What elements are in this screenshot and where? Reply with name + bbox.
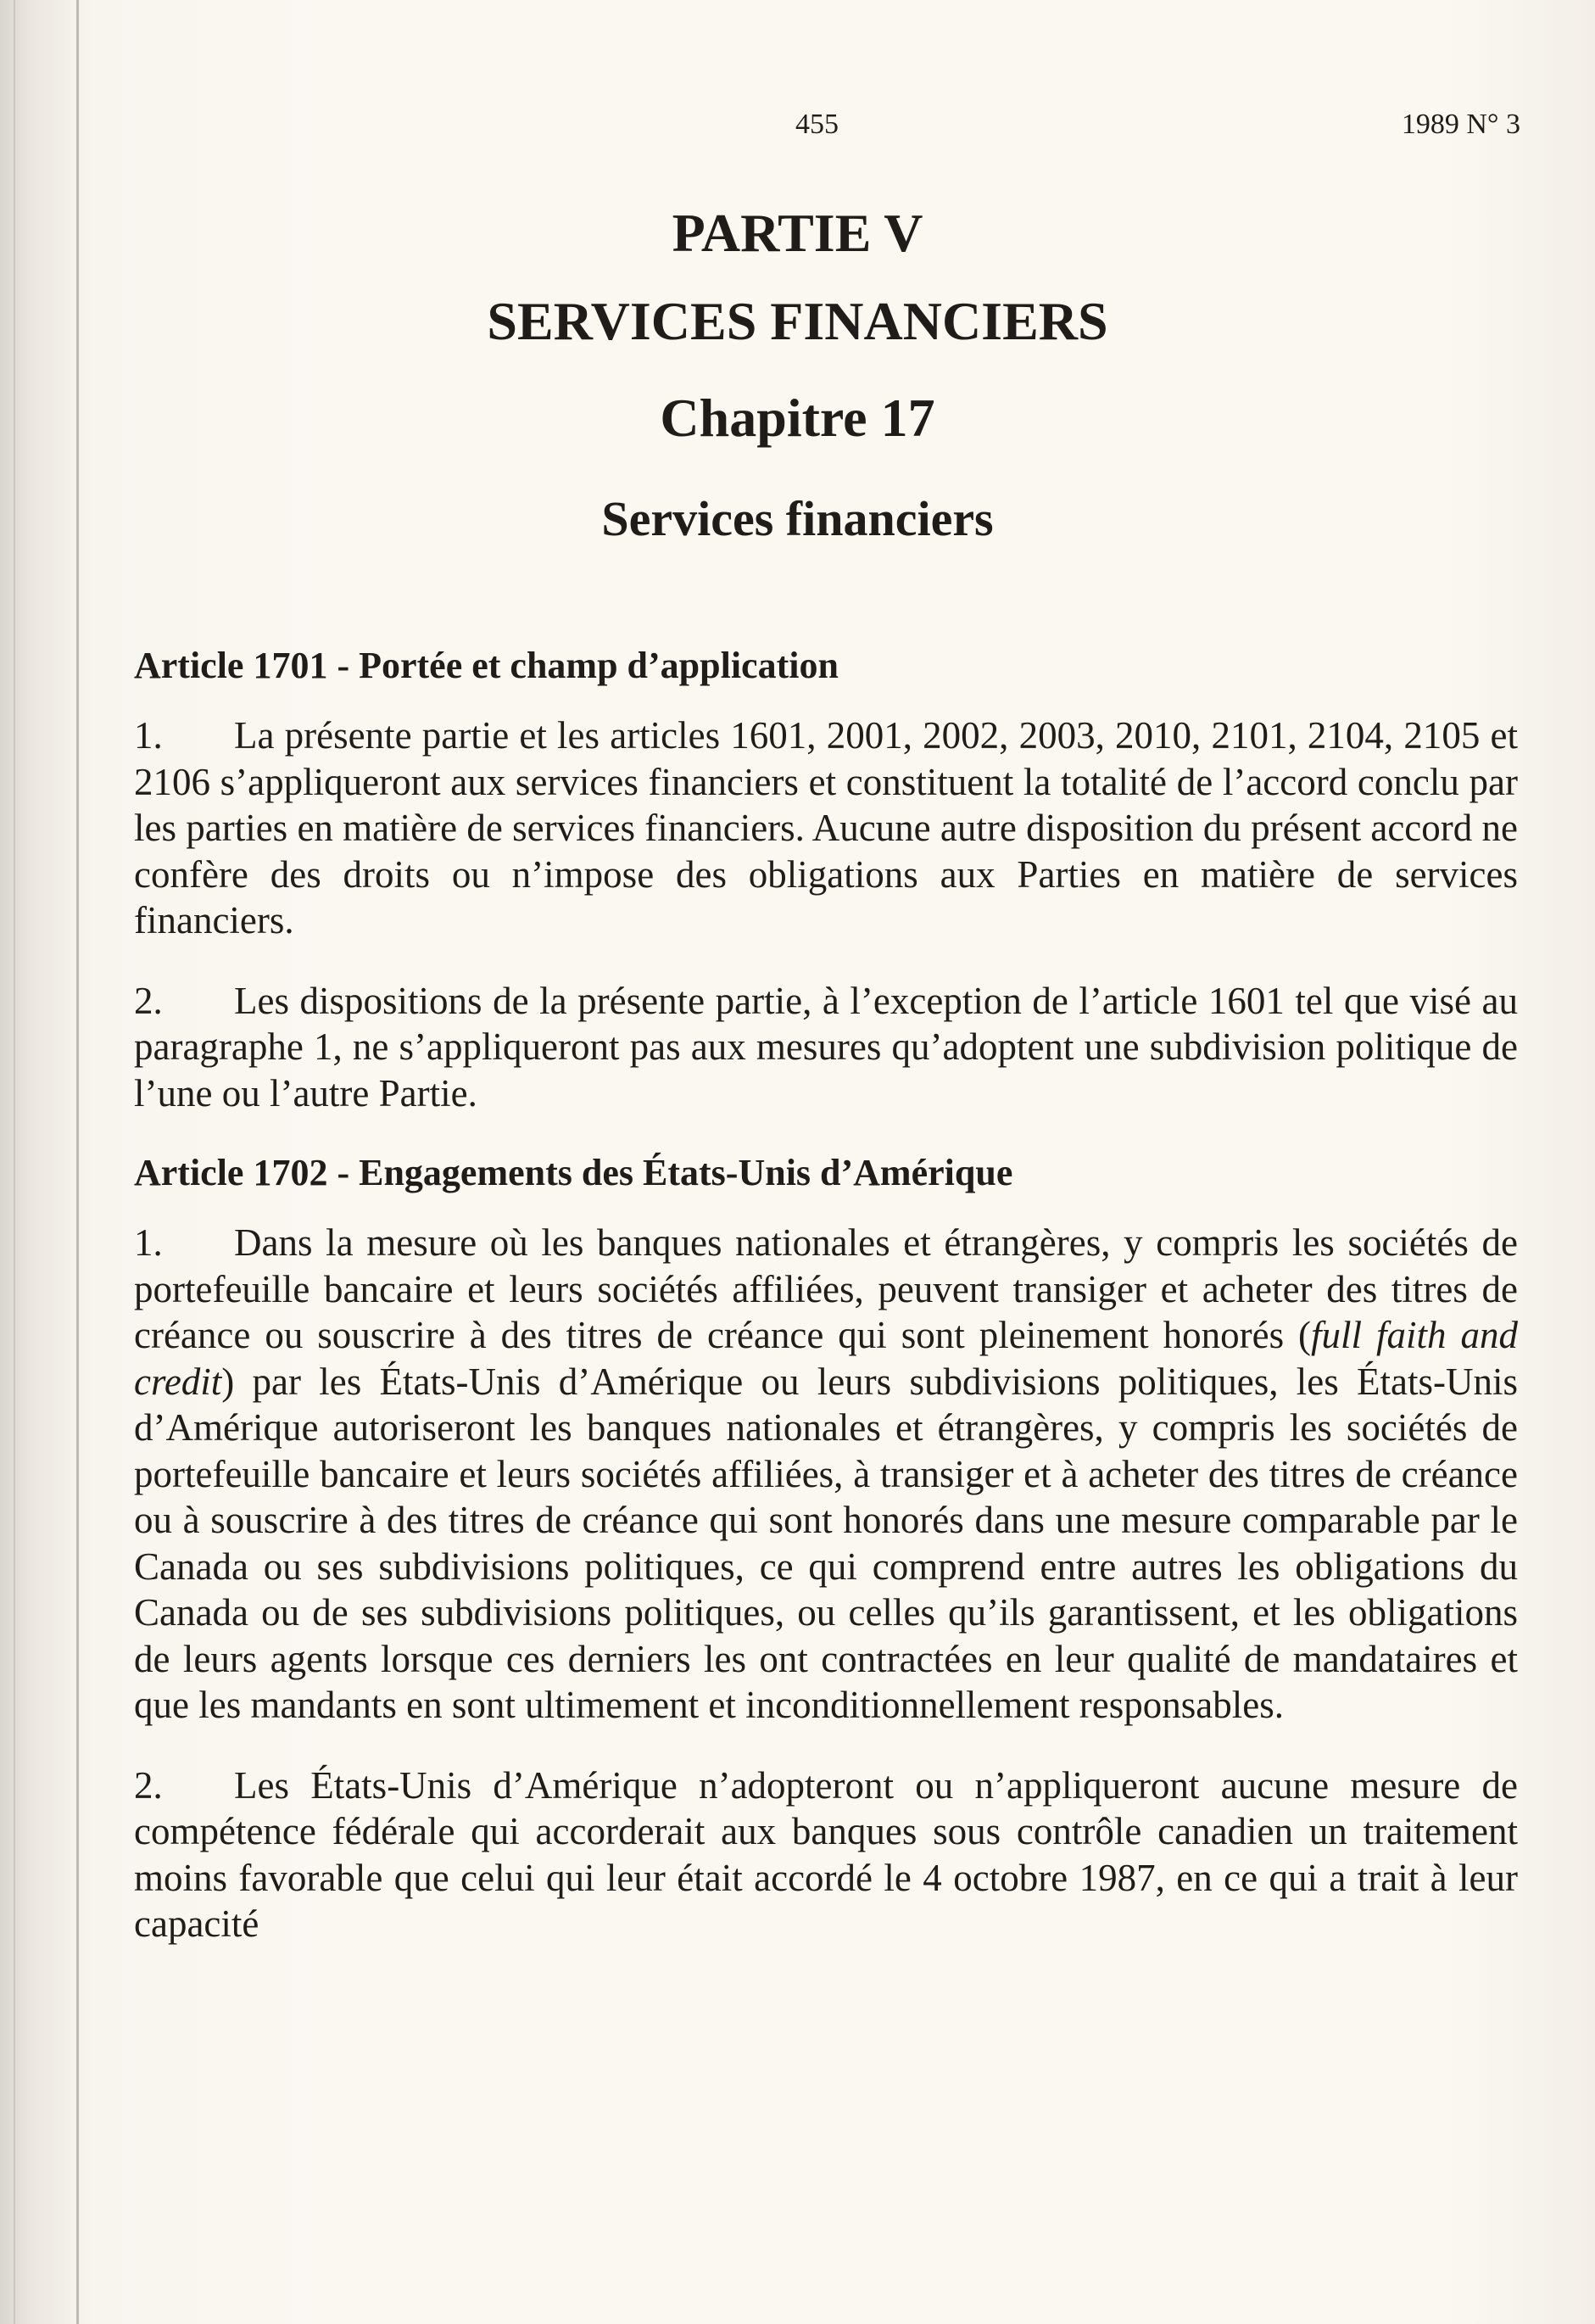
article-heading: Article 1701 - Portée et champ d’application: [134, 645, 839, 686]
paragraph-number: 2.: [134, 1763, 163, 1807]
paragraph-number: 1.: [134, 1221, 163, 1264]
paragraph-text: Les dispositions de la présente partie, à l’exception de l’article 1601 tel que visé au paragraphe 1, ne s’appliqueront pas aux mesures qu’adoptent une subdivision politique de l’une ou l’autre Partie.: [134, 979, 1518, 1115]
paragraph: [134, 712, 1518, 944]
article-heading: Article 1702 - Engagements des États-Unis d’Amérique: [134, 1152, 1013, 1193]
paragraph-text: ) par les États-Unis d’Amérique ou leurs subdivisions politiques, les États-Unis d’Amérique autoriseront les banques nationales et étrangères, y compris les sociétés de portefeuille bancaire et leurs sociétés affiliées, à transiger et à acheter des titres de créance ou à souscrire à des titres de créance qui sont honorés dans une mesure comparable par le Canada ou ses subdivisions politiques, ce qui comprend entre autres les obligations du Canada ou de ses subdivisions politiques, ou celles qu’ils garantissent, et les obligations de leurs agents lorsque ces derniers les ont contractées en leur qualité de mandataires et que les mandants en sont ultimement et inconditionnellement responsables.: [134, 1360, 1518, 1726]
paragraph: [134, 1763, 1518, 1947]
page-number: 455: [795, 109, 839, 140]
chapter-subtitle: Services financiers: [601, 491, 994, 546]
page-header: [0, 109, 1595, 146]
section-title: SERVICES FINANCIERS: [487, 291, 1108, 351]
paragraph-text: Les États-Unis d’Amérique n’adopteront ou n’appliqueront aucune mesure de compétence fédérale qui accorderait aux banques sous contrôle canadien un traitement moins favorable que celui qui leur était accordé le 4 octobre 1987, en ce qui a trait à leur capacité: [134, 1763, 1518, 1945]
article-1702: [134, 1150, 1518, 1947]
paragraph-number: 1.: [134, 714, 163, 757]
issue-label: 1989 N° 3: [1401, 109, 1520, 140]
paragraph-number: 2.: [134, 979, 163, 1022]
paragraph: [134, 1220, 1518, 1729]
paragraph: [134, 978, 1518, 1117]
document-body: [134, 643, 1518, 1981]
part-title: PARTIE V: [672, 203, 923, 263]
paragraph-text: Dans la mesure où les banques nationales et étrangères, y compris les sociétés de portefeuille bancaire et leurs sociétés affiliées, peuvent transiger et acheter des titres de créance ou souscrire à des titres de créance qui sont pleinement honorés (: [134, 1221, 1518, 1356]
article-1701: [134, 643, 1518, 1116]
paragraph-text: La présente partie et les articles 1601, 2001, 2002, 2003, 2010, 2101, 2104, 2105 et 2106 s’appliqueront aux services financiers et constituent la totalité de l’accord conclu par les parties en matière de services financiers. Aucune autre disposition du présent accord ne confère des droits ou n’impose des obligations aux Parties en matière de services financiers.: [134, 714, 1518, 941]
chapter-title: Chapitre 17: [660, 388, 935, 448]
italic-term: full faith and credit: [134, 1314, 1518, 1403]
